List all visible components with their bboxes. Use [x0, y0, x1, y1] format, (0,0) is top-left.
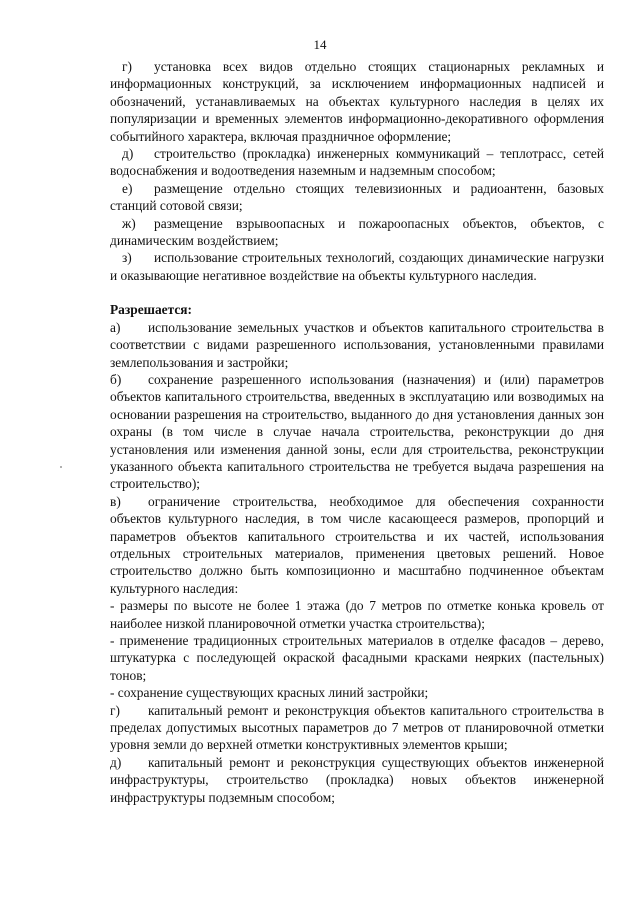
document-body: [110, 58, 604, 806]
item-marker: г): [122, 59, 132, 74]
item-marker: д): [122, 146, 134, 162]
sub-item-materials: - применение традиционных строительных материалов в отделке фасадов – дерево, штукатурка с последующей окраской фасадными красками неярких (пастельных) тонов;: [110, 633, 604, 683]
scan-speck: [60, 466, 62, 468]
item-marker: г): [110, 702, 120, 718]
prohibited-item-e: [110, 180, 604, 215]
item-marker: е): [122, 180, 133, 196]
sub-item-red-lines: - сохранение существующих красных линий застройки;: [110, 685, 429, 701]
prohibited-item-z: [110, 249, 604, 284]
item-text: сохранение разрешенного использования (назначения) и (или) параметров объектов капитального строительства, введенных в эксплуатацию или возводимых на основании разрешения на строительство, выданного до дня установления данных зон охраны (в том числе в случае начала строительства, реконструкции до дня установления или изменения данной зоны, если для строительства, реконструкции указанного объекта капитального строительства не требуется выдача разрешения на строительство);: [110, 371, 604, 492]
item-marker: в): [110, 493, 121, 509]
allowed-item-d: [110, 754, 604, 806]
item-text: капитальный ремонт и реконструкция существующих объектов инженерной инфраструктуры, строительство (прокладка) новых объектов инженерной инфраструктуры подземным способом;: [110, 754, 604, 805]
item-marker: з): [122, 250, 132, 266]
sub-item-height: - размеры по высоте не более 1 этажа (до 7 метров по отметке конька кровель от наиболее низкой планировочной отметки участка строительства);: [110, 598, 604, 631]
allowed-item-v: [110, 493, 604, 597]
allowed-heading: Разрешается:: [110, 302, 192, 318]
allowed-item-a: [110, 319, 604, 371]
prohibited-item-d: [110, 145, 604, 180]
section-gap: [110, 284, 604, 301]
prohibited-item-zh: [110, 215, 604, 250]
item-text: размещение отдельно стоящих телевизионных и радиоантенн, базовых станций сотовой связи;: [110, 180, 604, 214]
item-text: строительство (прокладка) инженерных коммуникаций – теплотрасс, сетей водоснабжения и водоотведения наземным и надземным способом;: [110, 146, 604, 179]
page-number: 14: [313, 37, 327, 52]
item-marker: а): [110, 319, 121, 335]
allowed-item-g: [110, 702, 604, 754]
item-marker: д): [110, 754, 122, 770]
item-text: ограничение строительства, необходимое для обеспечения сохранности объектов культурного наследия, в том числе касающееся размеров, пропорций и параметров объектов капитального строительства и их частей, использования отдельных строительных материалов, применения цветовых решений. Новое строительство должно быть композиционно и масштабно подчиненное объектам культурного наследия:: [110, 493, 604, 596]
item-marker: ж): [122, 215, 136, 231]
item-text: размещение взрывоопасных и пожароопасных объектов, объектов, с динамическим воздействием;: [110, 215, 604, 249]
item-text: капитальный ремонт и реконструкция объектов капитального строительства в пределах допустимых высотных параметров до 7 метров от планировочной отметки уровня земли до верхней отметки конструктивных элементов крыши;: [110, 702, 604, 753]
prohibited-item-g: [110, 58, 604, 145]
allowed-item-b: [110, 371, 604, 493]
item-text: использование строительных технологий, создающих динамические нагрузки и оказывающие негативное воздействие на объекты культурного наследия.: [110, 250, 604, 283]
item-text: установка всех видов отдельно стоящих стационарных рекламных и информационных конструкций, за исключением информационных надписей и обозначений, устанавливаемых на объектах культурного наследия в целях их популяризации и временных элементов информационно-декоративного оформления событийного характера, включая праздничное оформление;: [110, 59, 604, 144]
item-marker: б): [110, 371, 122, 387]
item-text: использование земельных участков и объектов капитального строительства в соответствии с видами разрешенного использования, установленными правилами землепользования и застройки;: [110, 319, 604, 370]
